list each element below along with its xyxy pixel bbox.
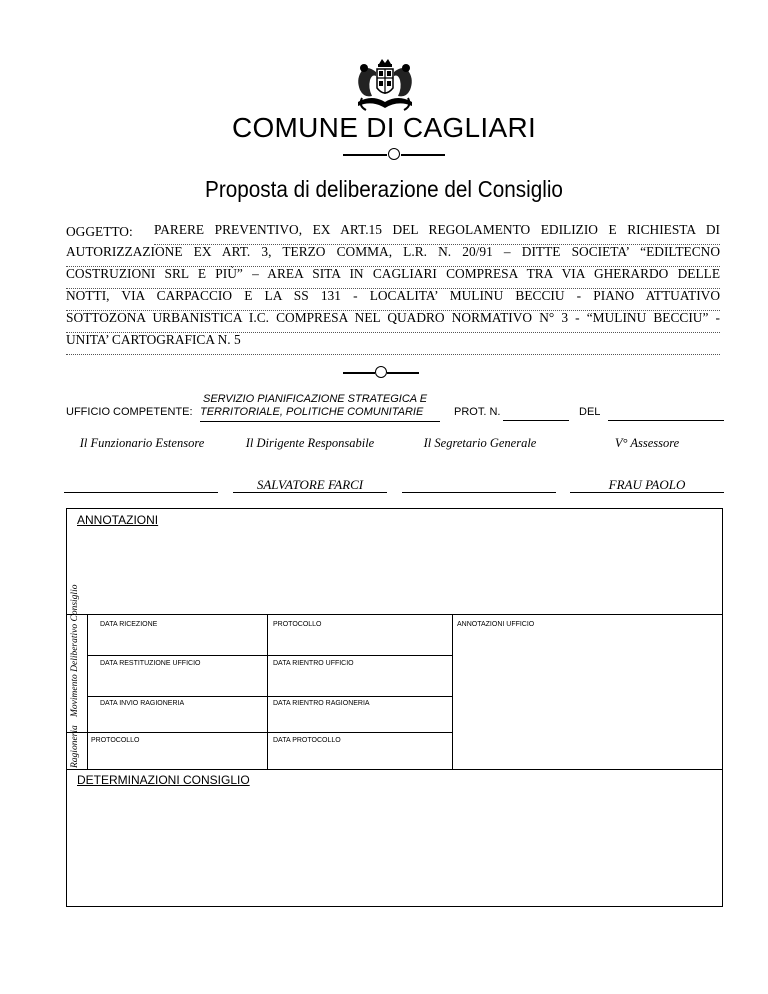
grid-line [452, 614, 453, 769]
subject-label: OGGETTO: [66, 224, 133, 239]
subject-line: NOTTI, VIA CARPACCIO E LA SS 131 - LOCALITA’ MULINU BECCIU - PIANO ATTUATIVO [66, 288, 720, 303]
signature-name: FRAU PAOLO [570, 477, 724, 493]
grid-line [87, 614, 88, 769]
side-label-movimento: Movimento Deliberativo Consiglio [70, 584, 80, 717]
subject-line: PARERE PREVENTIVO, EX ART.15 DEL REGOLAMENTO EDILIZIO E RICHIESTA DI [154, 222, 720, 237]
signature-role: Il Segretario Generale [423, 436, 537, 450]
determinazioni-heading: DETERMINAZIONI CONSIGLIO [77, 773, 250, 787]
subject-line: SOTTOZONA URBANISTICA I.C. COMPRESA NEL QUADRO NORMATIVO N° 3 - “MULINU BECCIU” - [66, 310, 720, 325]
protocollo-label: PROTOCOLLO [273, 621, 322, 628]
title-ornament [343, 148, 445, 162]
data-invio-ragioneria-label: DATA INVIO RAGIONERIA [100, 700, 185, 707]
data-protocollo-label: DATA PROTOCOLLO [273, 737, 341, 744]
side-label-ragioneria: Ragioneria [70, 725, 80, 768]
del-label: DEL [579, 406, 601, 418]
grid-line [87, 655, 452, 656]
signature-role: Il Funzionario Estensore [79, 436, 205, 450]
section-ornament [343, 366, 419, 380]
subject-line: COSTRUZIONI SRL E PIÙ” – AREA SITA IN CAGLIARI COMPRESA TRA VIA GHERARDO DELLE [66, 266, 720, 281]
protocollo-ragioneria-label: PROTOCOLLO [91, 737, 140, 744]
grid-line [87, 696, 452, 697]
prot-label: PROT. N. [454, 406, 501, 418]
data-restituzione-label: DATA RESTITUZIONE UFFICIO [100, 660, 201, 667]
prot-number-field[interactable] [503, 420, 569, 421]
grid-line [67, 769, 722, 770]
signature-name: SALVATORE FARCI [233, 477, 387, 493]
office-value-line: TERRITORIALE, POLITICHE COMUNITARIE [200, 406, 424, 418]
annotations-box [66, 508, 723, 907]
grid-line [67, 732, 452, 733]
coat-of-arms-icon [352, 58, 418, 114]
del-date-field[interactable] [608, 420, 724, 421]
subject-line: AUTORIZZAZIONE EX ART. 3, TERZO COMMA, L.R. N. 20/91 – DITTE SOCIETA’ “EDILTECNO [66, 244, 720, 259]
signature-role: V° Assessore [614, 436, 680, 450]
data-rientro-ufficio-label: DATA RIENTRO UFFICIO [273, 660, 354, 667]
data-ricezione-label: DATA RICEZIONE [100, 621, 158, 628]
grid-line [267, 614, 268, 769]
data-rientro-ragioneria-label: DATA RIENTRO RAGIONERIA [273, 700, 370, 707]
city-title: COMUNE DI CAGLIARI [231, 112, 537, 143]
grid-line [67, 614, 722, 615]
office-label: UFFICIO COMPETENTE: [66, 406, 193, 418]
document-title: Proposta di deliberazione del Consiglio [205, 176, 563, 202]
office-value-line: SERVIZIO PIANIFICAZIONE STRATEGICA E [203, 393, 428, 405]
annotazioni-ufficio-label: ANNOTAZIONI UFFICIO [457, 621, 535, 628]
office-value [200, 393, 440, 422]
signature-name [402, 477, 556, 493]
signature-name [64, 477, 218, 493]
annotazioni-heading: ANNOTAZIONI [77, 513, 159, 527]
subject-line: UNITA’ CARTOGRAFICA N. 5 [66, 332, 241, 347]
signature-role: Il Dirigente Responsabile [245, 436, 375, 450]
